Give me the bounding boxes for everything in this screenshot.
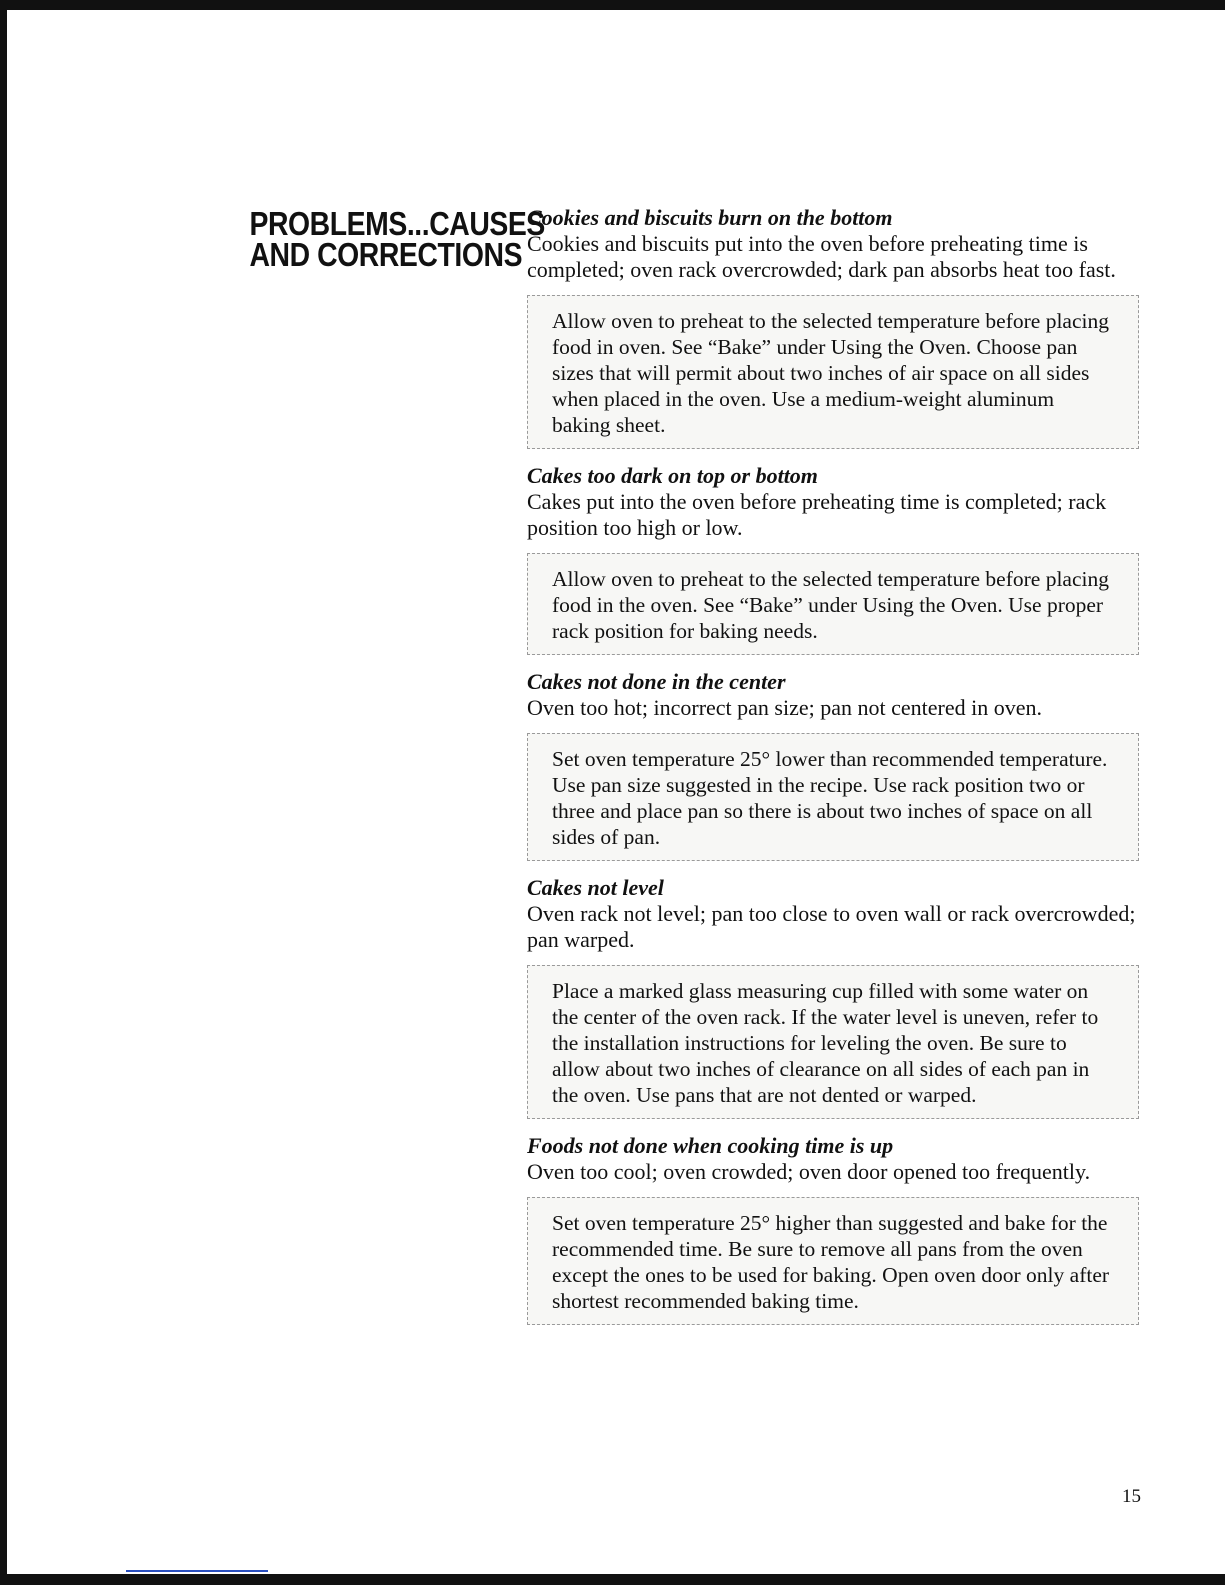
bottom-mark — [126, 1570, 268, 1572]
problem-section — [527, 1133, 1139, 1325]
problem-section — [527, 669, 1139, 861]
problem-cause: Oven too hot; incorrect pan size; pan not centered in oven. — [527, 695, 1042, 720]
heading-line-2: AND CORRECTIONS — [249, 236, 523, 273]
problem-cause: Oven rack not level; pan too close to oven wall or rack overcrowded; pan warped. — [527, 901, 1136, 952]
top-border — [0, 0, 1225, 10]
correction-box: Place a marked glass measuring cup filled with some water on the center of the oven rack. If the water level is uneven, refer to the installation instructions for leveling the oven. Be sure to allow about two inches of clearance on all sides of each pan in the oven. Use pans that are not dented or warped. — [527, 965, 1139, 1119]
problem-section — [527, 463, 1139, 655]
problem-cause: Cakes put into the oven before preheating time is completed; rack position too high or low. — [527, 489, 1107, 540]
left-border — [0, 0, 7, 1585]
correction-box: Set oven temperature 25° lower than recommended temperature. Use pan size suggested in the recipe. Use rack position two or three and place pan so there is about two inches of space on all sides of pan. — [527, 733, 1139, 861]
bottom-border — [0, 1574, 1225, 1585]
heading-line-1: PROBLEMS...CAUSES — [249, 205, 545, 242]
page-heading — [249, 205, 545, 273]
problem-title: Cakes not level — [527, 875, 664, 900]
correction-box: Allow oven to preheat to the selected temperature before placing food in oven. See “Bake” under Using the Oven. Choose pan sizes that will permit about two inches of air space on all sides when placed in the oven. Use a medium-weight aluminum baking sheet. — [527, 295, 1139, 449]
problem-title: Cakes not done in the center — [527, 669, 786, 694]
problem-title: Cookies and biscuits burn on the bottom — [527, 205, 893, 230]
problem-cause: Oven too cool; oven crowded; oven door opened too frequently. — [527, 1159, 1091, 1184]
problems-list — [527, 205, 1139, 1339]
problem-title: Cakes too dark on top or bottom — [527, 463, 818, 488]
problem-cause: Cookies and biscuits put into the oven before preheating time is completed; oven rack overcrowded; dark pan absorbs heat too fast. — [527, 231, 1116, 282]
page-number: 15 — [1122, 1486, 1141, 1507]
problem-section — [527, 875, 1139, 1119]
problem-title: Foods not done when cooking time is up — [527, 1133, 894, 1158]
correction-box: Allow oven to preheat to the selected temperature before placing food in the oven. See “Bake” under Using the Oven. Use proper rack position for baking needs. — [527, 553, 1139, 655]
problem-section — [527, 205, 1139, 449]
correction-box: Set oven temperature 25° higher than suggested and bake for the recommended time. Be sure to remove all pans from the oven except the ones to be used for baking. Open oven door only after shortest recommended baking time. — [527, 1197, 1139, 1325]
